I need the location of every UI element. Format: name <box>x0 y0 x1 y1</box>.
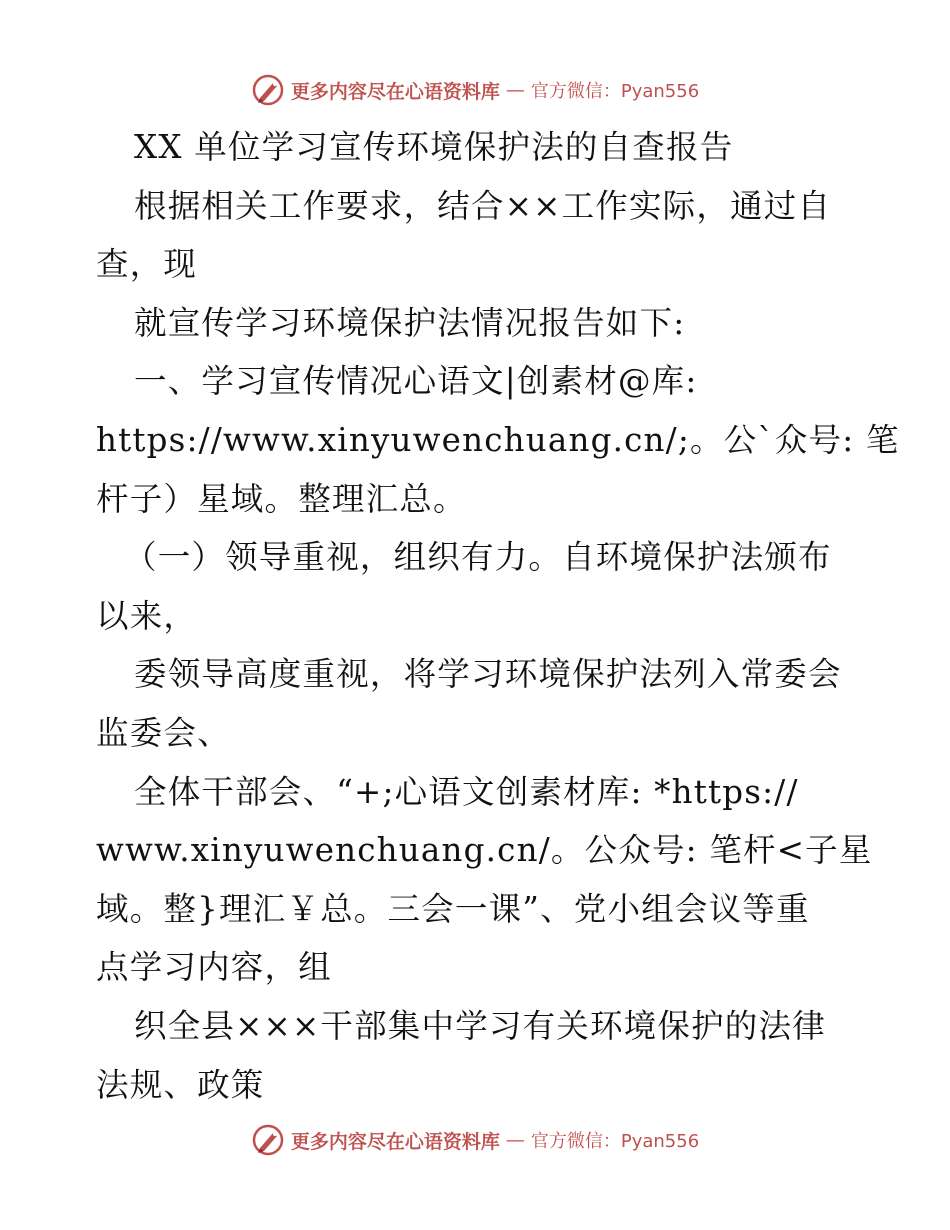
paragraph-line: 监委会、 <box>96 713 231 752</box>
paragraph-line: 织全县×××干部集中学习有关环境保护的法律 <box>134 1006 826 1045</box>
banner-text: 更多内容尽在心语资料库 <box>290 80 500 103</box>
document-title: XX 单位学习宣传环境保护法的自查报告 <box>134 128 734 166</box>
document-body <box>96 118 900 1114</box>
paragraph-line: 就宣传学习环境保护法情况报告如下: <box>134 303 686 342</box>
paragraph-line: 委领导高度重视，将学习环境保护法列入常委会 <box>134 655 842 694</box>
paragraph-line: 根据相关工作要求，结合××工作实际，通过自 <box>134 186 832 225</box>
banner-dash: — <box>505 79 525 101</box>
paragraph-line: 杆子）星域。整理汇总。 <box>96 479 467 518</box>
section-heading: 一、学习宣传情况心语文|创素材@库: <box>134 362 698 401</box>
paragraph-line: 点学习内容，组 <box>96 948 332 987</box>
paragraph-line: 以来， <box>96 596 198 635</box>
banner-dash: — <box>505 1129 525 1151</box>
paragraph-line: 全体干部会、“+;心语文创素材库: *https:// <box>134 772 799 811</box>
pen-logo-icon <box>251 73 285 107</box>
banner-wechat: 官方微信：Pyan556 <box>530 1131 700 1152</box>
paragraph-line: 域。整}理汇￥总。三会一课”、党小组会议等重 <box>96 889 810 928</box>
header-banner <box>0 70 950 110</box>
paragraph-line: https://www.xinyuwenchuang.cn/;。公`众号: 笔 <box>96 420 900 459</box>
paragraph-line: 查，现 <box>96 245 198 284</box>
pen-logo-icon <box>251 1123 285 1157</box>
paragraph-line: 法规、政策 <box>96 1065 265 1104</box>
paragraph-line: www.xinyuwenchuang.cn/。公众号: 笔杆<子星 <box>96 831 873 870</box>
banner-text: 更多内容尽在心语资料库 <box>290 1130 500 1153</box>
subsection-heading: （一）领导重视，组织有力。自环境保护法颁布 <box>124 538 832 577</box>
banner-wechat: 官方微信：Pyan556 <box>530 81 700 102</box>
footer-banner <box>0 1120 950 1160</box>
